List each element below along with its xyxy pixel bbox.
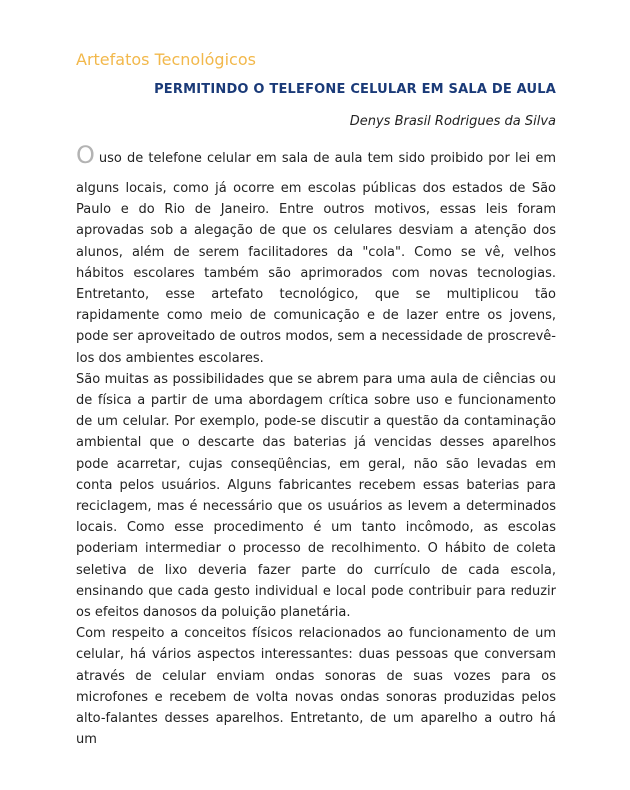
paragraph-1: alguns locais, como já ocorre em escolas públicas dos estados de São Paulo e do Rio de Janeiro. Entre outros motivos, essas leis foram aprovadas sob a alegação de que os celulares desviam a atenção dos alunos, além de serem facilitadores da "cola". Como se vê, velhos hábitos escolares também são aprimorados com novas tecnologias. Entretanto, esse artefato tecnológico, que se multiplicou tão rapidamente como meio de comunicação e de lazer entre os jovens, pode ser aproveitado de outros modos, sem a necessidade de proscrevê-los dos ambientes escolares. [76,181,556,366]
paragraph-3: Com respeito a conceitos físicos relacionados ao funcionamento de um celular, há vários aspectos interessantes: duas pessoas que conversam através de celular enviam ondas sonoras de suas vozes para os microfones e recebem de volta novas ondas sonoras produzidas pelos alto-falantes desses aparelhos. Entretanto, de um aparelho a outro há um [76,626,556,748]
opening-line-text: uso de telefone celular em sala de aula tem sido proibido por lei em [98,151,556,166]
article-author: Denys Brasil Rodrigues da Silva [349,114,556,129]
paragraph-2: São muitas as possibilidades que se abrem para uma aula de ciências ou de física a partir de uma abordagem crítica sobre uso e funcionamento de um celular. Por exemplo, pode-se discutir a questão da contaminação ambiental que o descarte das baterias já vencidas desses aparelhos pode acarretar, cujas conseqüências, em geral, não são levadas em conta pelos usuários. Alguns fabricantes recebem essas baterias para reciclagem, mas é necessário que os usuários as levem a determinados locais. Como esse procedimento é um tanto incômodo, as escolas poderiam intermediar o processo de recolhimento. O hábito de coleta seletiva de lixo deveria fazer parte do currículo de cada escola, ensinando que cada gesto individual e local pode contribuir para reduzir os efeitos danosos da poluição planetária. [76,371,556,621]
article-title: PERMITINDO O TELEFONE CELULAR EM SALA DE AULA [154,82,556,97]
opening-line [76,143,556,174]
drop-cap: O [76,141,95,169]
article-body [76,178,556,750]
section-label: Artefatos Tecnológicos [76,50,256,69]
